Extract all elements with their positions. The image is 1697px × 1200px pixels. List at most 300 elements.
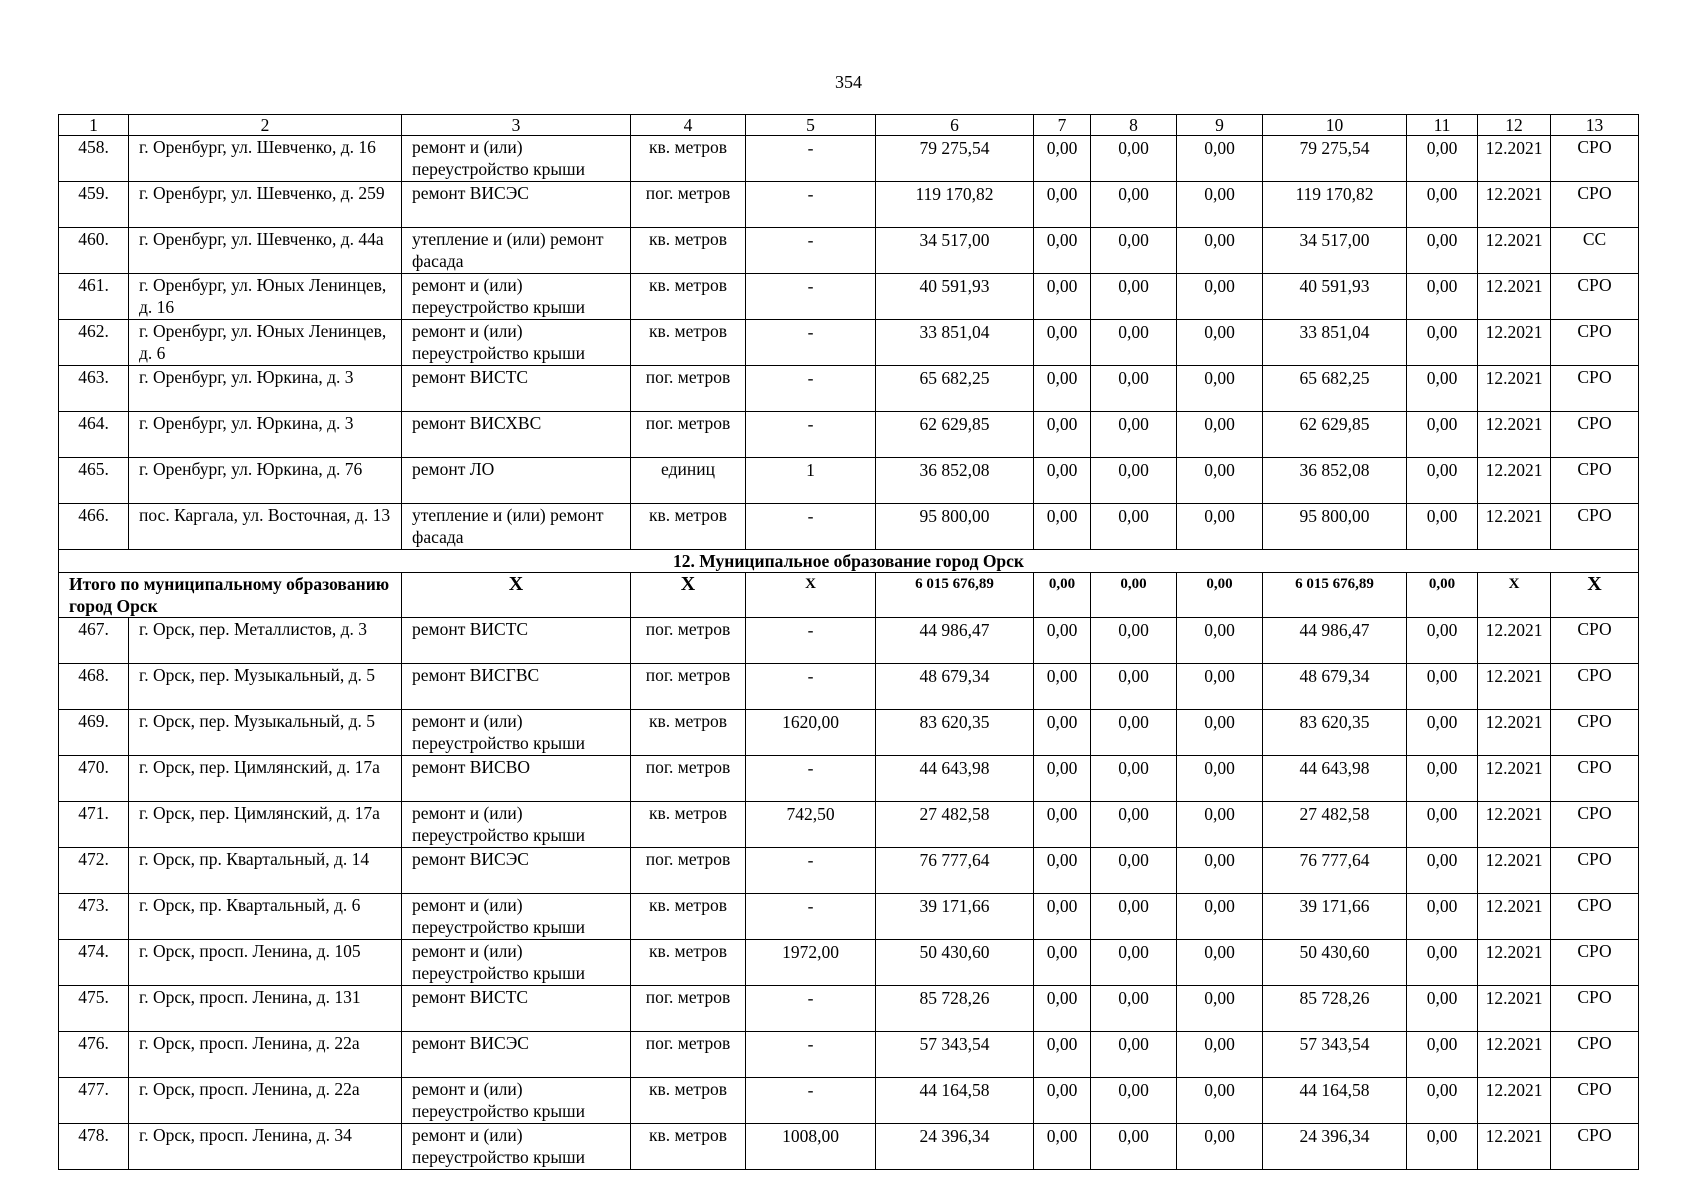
section-title: 12. Муниципальное образование город Орск (59, 550, 1639, 573)
table-row (59, 710, 1639, 756)
cell-c8: 0,00 (1091, 618, 1177, 664)
cell-c11: 0,00 (1407, 504, 1478, 550)
cell-c6: 36 852,08 (876, 458, 1034, 504)
cell-num: 460. (59, 228, 129, 274)
table-row (59, 366, 1639, 412)
cell-num: 476. (59, 1032, 129, 1078)
cell-c7: 0,00 (1034, 894, 1091, 940)
cell-addr: г. Оренбург, ул. Юркина, д. 3 (129, 366, 402, 412)
cell-c12: 12.2021 (1478, 894, 1551, 940)
cell-unit: кв. метров (631, 136, 746, 182)
cell-c13: СРО (1551, 802, 1639, 848)
cell-c5: - (746, 136, 876, 182)
cell-work: ремонт и (или) переустройство крыши (402, 136, 631, 182)
table-row (59, 618, 1639, 664)
cell-c11: 0,00 (1407, 320, 1478, 366)
cell-c10: 36 852,08 (1263, 458, 1407, 504)
cell-c7: 0,00 (1034, 756, 1091, 802)
cell-num: 463. (59, 366, 129, 412)
cell-num: 462. (59, 320, 129, 366)
cell-c8: 0,00 (1091, 1078, 1177, 1124)
cell-unit: пог. метров (631, 618, 746, 664)
cell-work: ремонт и (или) переустройство крыши (402, 1078, 631, 1124)
header-cell: 6 (876, 115, 1034, 136)
cell-addr: г. Оренбург, ул. Юных Ленинцев, д. 16 (129, 274, 402, 320)
cell-work: ремонт и (или) переустройство крыши (402, 710, 631, 756)
cell-c6: 44 164,58 (876, 1078, 1034, 1124)
header-cell: 3 (402, 115, 631, 136)
cell-addr: г. Орск, просп. Ленина, д. 131 (129, 986, 402, 1032)
cell-c5: - (746, 366, 876, 412)
cell-c5: 1972,00 (746, 940, 876, 986)
cell-c11: 0,00 (1407, 1078, 1478, 1124)
total-cell: 0,00 (1091, 573, 1177, 618)
cell-c10: 79 275,54 (1263, 136, 1407, 182)
cell-c10: 40 591,93 (1263, 274, 1407, 320)
cell-c13: СРО (1551, 618, 1639, 664)
cell-c12: 12.2021 (1478, 802, 1551, 848)
cell-num: 459. (59, 182, 129, 228)
cell-addr: г. Орск, пер. Музыкальный, д. 5 (129, 710, 402, 756)
cell-c13: СРО (1551, 1032, 1639, 1078)
cell-work: ремонт и (или) переустройство крыши (402, 802, 631, 848)
cell-num: 473. (59, 894, 129, 940)
cell-c11: 0,00 (1407, 664, 1478, 710)
cell-c7: 0,00 (1034, 504, 1091, 550)
cell-unit: пог. метров (631, 412, 746, 458)
cell-addr: г. Оренбург, ул. Юных Ленинцев, д. 6 (129, 320, 402, 366)
cell-c8: 0,00 (1091, 1124, 1177, 1170)
header-cell: 2 (129, 115, 402, 136)
cell-c6: 39 171,66 (876, 894, 1034, 940)
cell-c9: 0,00 (1177, 1124, 1263, 1170)
cell-addr: г. Орск, пер. Музыкальный, д. 5 (129, 664, 402, 710)
cell-c9: 0,00 (1177, 848, 1263, 894)
cell-unit: пог. метров (631, 664, 746, 710)
cell-unit: кв. метров (631, 228, 746, 274)
cell-c8: 0,00 (1091, 228, 1177, 274)
table-row (59, 412, 1639, 458)
cell-unit: пог. метров (631, 366, 746, 412)
cell-c11: 0,00 (1407, 1124, 1478, 1170)
cell-num: 478. (59, 1124, 129, 1170)
cell-c10: 119 170,82 (1263, 182, 1407, 228)
cell-c12: 12.2021 (1478, 618, 1551, 664)
header-cell: 1 (59, 115, 129, 136)
cell-c6: 50 430,60 (876, 940, 1034, 986)
cell-addr: г. Оренбург, ул. Шевченко, д. 259 (129, 182, 402, 228)
cell-c10: 85 728,26 (1263, 986, 1407, 1032)
cell-num: 465. (59, 458, 129, 504)
total-label: Итого по муниципальному образованию город Орск (59, 573, 402, 618)
cell-c13: СС (1551, 228, 1639, 274)
cell-c12: 12.2021 (1478, 848, 1551, 894)
cell-c7: 0,00 (1034, 1032, 1091, 1078)
cell-work: ремонт и (или) переустройство крыши (402, 1124, 631, 1170)
cell-addr: г. Орск, пер. Цимлянский, д. 17а (129, 802, 402, 848)
cell-unit: пог. метров (631, 1032, 746, 1078)
cell-c9: 0,00 (1177, 136, 1263, 182)
cell-addr: г. Оренбург, ул. Юркина, д. 3 (129, 412, 402, 458)
cell-c10: 48 679,34 (1263, 664, 1407, 710)
header-cell: 7 (1034, 115, 1091, 136)
cell-c5: - (746, 756, 876, 802)
cell-c8: 0,00 (1091, 894, 1177, 940)
cell-c12: 12.2021 (1478, 940, 1551, 986)
cell-c11: 0,00 (1407, 1032, 1478, 1078)
cell-c6: 24 396,34 (876, 1124, 1034, 1170)
cell-c7: 0,00 (1034, 274, 1091, 320)
cell-addr: г. Орск, просп. Ленина, д. 34 (129, 1124, 402, 1170)
cell-c11: 0,00 (1407, 412, 1478, 458)
cell-c10: 44 164,58 (1263, 1078, 1407, 1124)
cell-c6: 44 643,98 (876, 756, 1034, 802)
cell-unit: пог. метров (631, 182, 746, 228)
cell-c5: - (746, 182, 876, 228)
cell-c7: 0,00 (1034, 664, 1091, 710)
cell-c7: 0,00 (1034, 182, 1091, 228)
cell-c11: 0,00 (1407, 136, 1478, 182)
cell-c12: 12.2021 (1478, 320, 1551, 366)
table-row (59, 1032, 1639, 1078)
cell-c5: - (746, 664, 876, 710)
cell-c6: 65 682,25 (876, 366, 1034, 412)
cell-c8: 0,00 (1091, 320, 1177, 366)
cell-num: 472. (59, 848, 129, 894)
cell-c10: 44 643,98 (1263, 756, 1407, 802)
cell-c8: 0,00 (1091, 664, 1177, 710)
cell-c12: 12.2021 (1478, 274, 1551, 320)
cell-work: утепление и (или) ремонт фасада (402, 504, 631, 550)
cell-c9: 0,00 (1177, 182, 1263, 228)
cell-unit: кв. метров (631, 894, 746, 940)
cell-work: ремонт ВИСТС (402, 986, 631, 1032)
cell-num: 477. (59, 1078, 129, 1124)
cell-c5: - (746, 228, 876, 274)
cell-c11: 0,00 (1407, 228, 1478, 274)
cell-c10: 76 777,64 (1263, 848, 1407, 894)
cell-c10: 57 343,54 (1263, 1032, 1407, 1078)
cell-c6: 119 170,82 (876, 182, 1034, 228)
cell-work: ремонт ВИСЭС (402, 1032, 631, 1078)
cell-c9: 0,00 (1177, 940, 1263, 986)
cell-unit: кв. метров (631, 1078, 746, 1124)
table-row (59, 320, 1639, 366)
cell-c8: 0,00 (1091, 136, 1177, 182)
cell-work: ремонт ВИСТС (402, 618, 631, 664)
cell-c7: 0,00 (1034, 366, 1091, 412)
cell-addr: г. Орск, просп. Ленина, д. 22а (129, 1078, 402, 1124)
cell-c6: 95 800,00 (876, 504, 1034, 550)
cell-c5: - (746, 618, 876, 664)
cell-c6: 40 591,93 (876, 274, 1034, 320)
total-cell: X (1478, 573, 1551, 618)
cell-c13: СРО (1551, 940, 1639, 986)
column-number-header (59, 115, 1639, 136)
cell-c6: 33 851,04 (876, 320, 1034, 366)
cell-c9: 0,00 (1177, 504, 1263, 550)
cell-c13: СРО (1551, 136, 1639, 182)
cell-c6: 57 343,54 (876, 1032, 1034, 1078)
cell-num: 471. (59, 802, 129, 848)
cell-c13: СРО (1551, 1124, 1639, 1170)
cell-work: ремонт ВИСЭС (402, 848, 631, 894)
table-row (59, 274, 1639, 320)
cell-c12: 12.2021 (1478, 228, 1551, 274)
cell-num: 474. (59, 940, 129, 986)
cell-work: ремонт и (или) переустройство крыши (402, 894, 631, 940)
cell-num: 458. (59, 136, 129, 182)
cell-c10: 33 851,04 (1263, 320, 1407, 366)
cell-c5: - (746, 1078, 876, 1124)
cell-unit: кв. метров (631, 940, 746, 986)
cell-c8: 0,00 (1091, 756, 1177, 802)
cell-c10: 83 620,35 (1263, 710, 1407, 756)
cell-c11: 0,00 (1407, 940, 1478, 986)
cell-c7: 0,00 (1034, 986, 1091, 1032)
cell-c7: 0,00 (1034, 228, 1091, 274)
cell-work: ремонт и (или) переустройство крыши (402, 320, 631, 366)
cell-c12: 12.2021 (1478, 136, 1551, 182)
cell-addr: г. Оренбург, ул. Шевченко, д. 16 (129, 136, 402, 182)
cell-c5: - (746, 986, 876, 1032)
table-row (59, 504, 1639, 550)
cell-c11: 0,00 (1407, 710, 1478, 756)
cell-unit: кв. метров (631, 710, 746, 756)
cell-unit: кв. метров (631, 320, 746, 366)
cell-c7: 0,00 (1034, 1124, 1091, 1170)
table-row (59, 182, 1639, 228)
cell-unit: единиц (631, 458, 746, 504)
cell-work: ремонт ЛО (402, 458, 631, 504)
cell-c8: 0,00 (1091, 412, 1177, 458)
cell-addr: г. Оренбург, ул. Юркина, д. 76 (129, 458, 402, 504)
cell-c10: 65 682,25 (1263, 366, 1407, 412)
total-cell: 0,00 (1177, 573, 1263, 618)
cell-unit: кв. метров (631, 274, 746, 320)
cell-c7: 0,00 (1034, 458, 1091, 504)
cell-c7: 0,00 (1034, 412, 1091, 458)
cell-unit: пог. метров (631, 848, 746, 894)
cell-c11: 0,00 (1407, 274, 1478, 320)
cell-c9: 0,00 (1177, 458, 1263, 504)
cell-c12: 12.2021 (1478, 182, 1551, 228)
cell-work: ремонт ВИСТС (402, 366, 631, 412)
table-row (59, 802, 1639, 848)
cell-c5: - (746, 504, 876, 550)
cell-c9: 0,00 (1177, 412, 1263, 458)
cell-work: ремонт и (или) переустройство крыши (402, 274, 631, 320)
cell-c5: 1620,00 (746, 710, 876, 756)
cell-c13: СРО (1551, 504, 1639, 550)
cell-addr: г. Орск, пер. Металлистов, д. 3 (129, 618, 402, 664)
cell-c10: 24 396,34 (1263, 1124, 1407, 1170)
cell-num: 468. (59, 664, 129, 710)
cell-c8: 0,00 (1091, 504, 1177, 550)
cell-c13: СРО (1551, 848, 1639, 894)
cell-c12: 12.2021 (1478, 664, 1551, 710)
total-cell: 6 015 676,89 (876, 573, 1034, 618)
total-row (59, 573, 1639, 618)
cell-unit: кв. метров (631, 504, 746, 550)
capital-repair-table (58, 114, 1639, 1170)
cell-c6: 62 629,85 (876, 412, 1034, 458)
table-row (59, 458, 1639, 504)
cell-c9: 0,00 (1177, 664, 1263, 710)
cell-num: 461. (59, 274, 129, 320)
section-heading-row (59, 550, 1639, 573)
table-row (59, 1078, 1639, 1124)
cell-c10: 34 517,00 (1263, 228, 1407, 274)
header-cell: 11 (1407, 115, 1478, 136)
cell-c7: 0,00 (1034, 848, 1091, 894)
cell-c12: 12.2021 (1478, 1032, 1551, 1078)
cell-unit: пог. метров (631, 986, 746, 1032)
cell-work: ремонт ВИСХВС (402, 412, 631, 458)
cell-c13: СРО (1551, 366, 1639, 412)
cell-c10: 95 800,00 (1263, 504, 1407, 550)
cell-c6: 79 275,54 (876, 136, 1034, 182)
cell-c12: 12.2021 (1478, 1078, 1551, 1124)
cell-c7: 0,00 (1034, 136, 1091, 182)
cell-c13: СРО (1551, 274, 1639, 320)
cell-work: ремонт ВИСЭС (402, 182, 631, 228)
cell-c6: 27 482,58 (876, 802, 1034, 848)
cell-c13: СРО (1551, 412, 1639, 458)
cell-num: 467. (59, 618, 129, 664)
cell-work: ремонт ВИСВО (402, 756, 631, 802)
cell-work: ремонт и (или) переустройство крыши (402, 940, 631, 986)
cell-unit: пог. метров (631, 756, 746, 802)
header-cell: 13 (1551, 115, 1639, 136)
cell-num: 475. (59, 986, 129, 1032)
cell-c8: 0,00 (1091, 940, 1177, 986)
table-row (59, 756, 1639, 802)
cell-c9: 0,00 (1177, 320, 1263, 366)
cell-c6: 83 620,35 (876, 710, 1034, 756)
cell-addr: г. Орск, пер. Цимлянский, д. 17а (129, 756, 402, 802)
cell-c8: 0,00 (1091, 182, 1177, 228)
cell-c9: 0,00 (1177, 1032, 1263, 1078)
cell-c7: 0,00 (1034, 1078, 1091, 1124)
cell-c9: 0,00 (1177, 1078, 1263, 1124)
cell-c12: 12.2021 (1478, 458, 1551, 504)
table-row (59, 848, 1639, 894)
header-cell: 4 (631, 115, 746, 136)
header-cell: 10 (1263, 115, 1407, 136)
cell-c9: 0,00 (1177, 618, 1263, 664)
header-cell: 5 (746, 115, 876, 136)
table-row (59, 986, 1639, 1032)
cell-c5: - (746, 320, 876, 366)
total-cell: 6 015 676,89 (1263, 573, 1407, 618)
table-row (59, 136, 1639, 182)
cell-c11: 0,00 (1407, 986, 1478, 1032)
cell-c13: СРО (1551, 182, 1639, 228)
cell-addr: г. Орск, пр. Квартальный, д. 6 (129, 894, 402, 940)
cell-c5: - (746, 848, 876, 894)
page-number: 354 (835, 72, 862, 92)
cell-num: 470. (59, 756, 129, 802)
cell-c8: 0,00 (1091, 458, 1177, 504)
cell-c11: 0,00 (1407, 618, 1478, 664)
total-cell: X (746, 573, 876, 618)
cell-c8: 0,00 (1091, 848, 1177, 894)
cell-c11: 0,00 (1407, 848, 1478, 894)
cell-c6: 44 986,47 (876, 618, 1034, 664)
cell-unit: кв. метров (631, 802, 746, 848)
cell-c11: 0,00 (1407, 756, 1478, 802)
cell-c10: 62 629,85 (1263, 412, 1407, 458)
total-cell: X (402, 573, 631, 618)
cell-c13: СРО (1551, 894, 1639, 940)
cell-c10: 44 986,47 (1263, 618, 1407, 664)
cell-num: 469. (59, 710, 129, 756)
cell-c12: 12.2021 (1478, 756, 1551, 802)
cell-unit: кв. метров (631, 1124, 746, 1170)
cell-c5: 1008,00 (746, 1124, 876, 1170)
cell-c9: 0,00 (1177, 228, 1263, 274)
cell-c7: 0,00 (1034, 320, 1091, 366)
cell-c10: 39 171,66 (1263, 894, 1407, 940)
header-cell: 8 (1091, 115, 1177, 136)
cell-addr: пос. Каргала, ул. Восточная, д. 13 (129, 504, 402, 550)
cell-c8: 0,00 (1091, 986, 1177, 1032)
cell-c13: СРО (1551, 986, 1639, 1032)
cell-c7: 0,00 (1034, 618, 1091, 664)
cell-c6: 76 777,64 (876, 848, 1034, 894)
header-cell: 12 (1478, 115, 1551, 136)
cell-c12: 12.2021 (1478, 986, 1551, 1032)
table-body (59, 115, 1639, 1170)
cell-c12: 12.2021 (1478, 504, 1551, 550)
cell-addr: г. Оренбург, ул. Шевченко, д. 44а (129, 228, 402, 274)
cell-c13: СРО (1551, 1078, 1639, 1124)
cell-c6: 48 679,34 (876, 664, 1034, 710)
cell-c7: 0,00 (1034, 802, 1091, 848)
cell-c13: СРО (1551, 756, 1639, 802)
cell-work: ремонт ВИСГВС (402, 664, 631, 710)
total-cell: 0,00 (1034, 573, 1091, 618)
cell-c13: СРО (1551, 710, 1639, 756)
cell-c11: 0,00 (1407, 894, 1478, 940)
cell-c10: 27 482,58 (1263, 802, 1407, 848)
cell-c13: СРО (1551, 664, 1639, 710)
total-cell: X (1551, 573, 1639, 618)
cell-c10: 50 430,60 (1263, 940, 1407, 986)
cell-work: утепление и (или) ремонт фасада (402, 228, 631, 274)
cell-c5: 1 (746, 458, 876, 504)
cell-c6: 34 517,00 (876, 228, 1034, 274)
cell-c9: 0,00 (1177, 366, 1263, 412)
cell-c5: - (746, 1032, 876, 1078)
cell-c9: 0,00 (1177, 274, 1263, 320)
cell-c9: 0,00 (1177, 986, 1263, 1032)
cell-c5: - (746, 274, 876, 320)
cell-c12: 12.2021 (1478, 710, 1551, 756)
table-row (59, 894, 1639, 940)
cell-addr: г. Орск, просп. Ленина, д. 22а (129, 1032, 402, 1078)
cell-c13: СРО (1551, 320, 1639, 366)
cell-c8: 0,00 (1091, 366, 1177, 412)
cell-c13: СРО (1551, 458, 1639, 504)
cell-c11: 0,00 (1407, 182, 1478, 228)
cell-c5: 742,50 (746, 802, 876, 848)
cell-c8: 0,00 (1091, 1032, 1177, 1078)
cell-c12: 12.2021 (1478, 366, 1551, 412)
total-cell: X (631, 573, 746, 618)
cell-c6: 85 728,26 (876, 986, 1034, 1032)
